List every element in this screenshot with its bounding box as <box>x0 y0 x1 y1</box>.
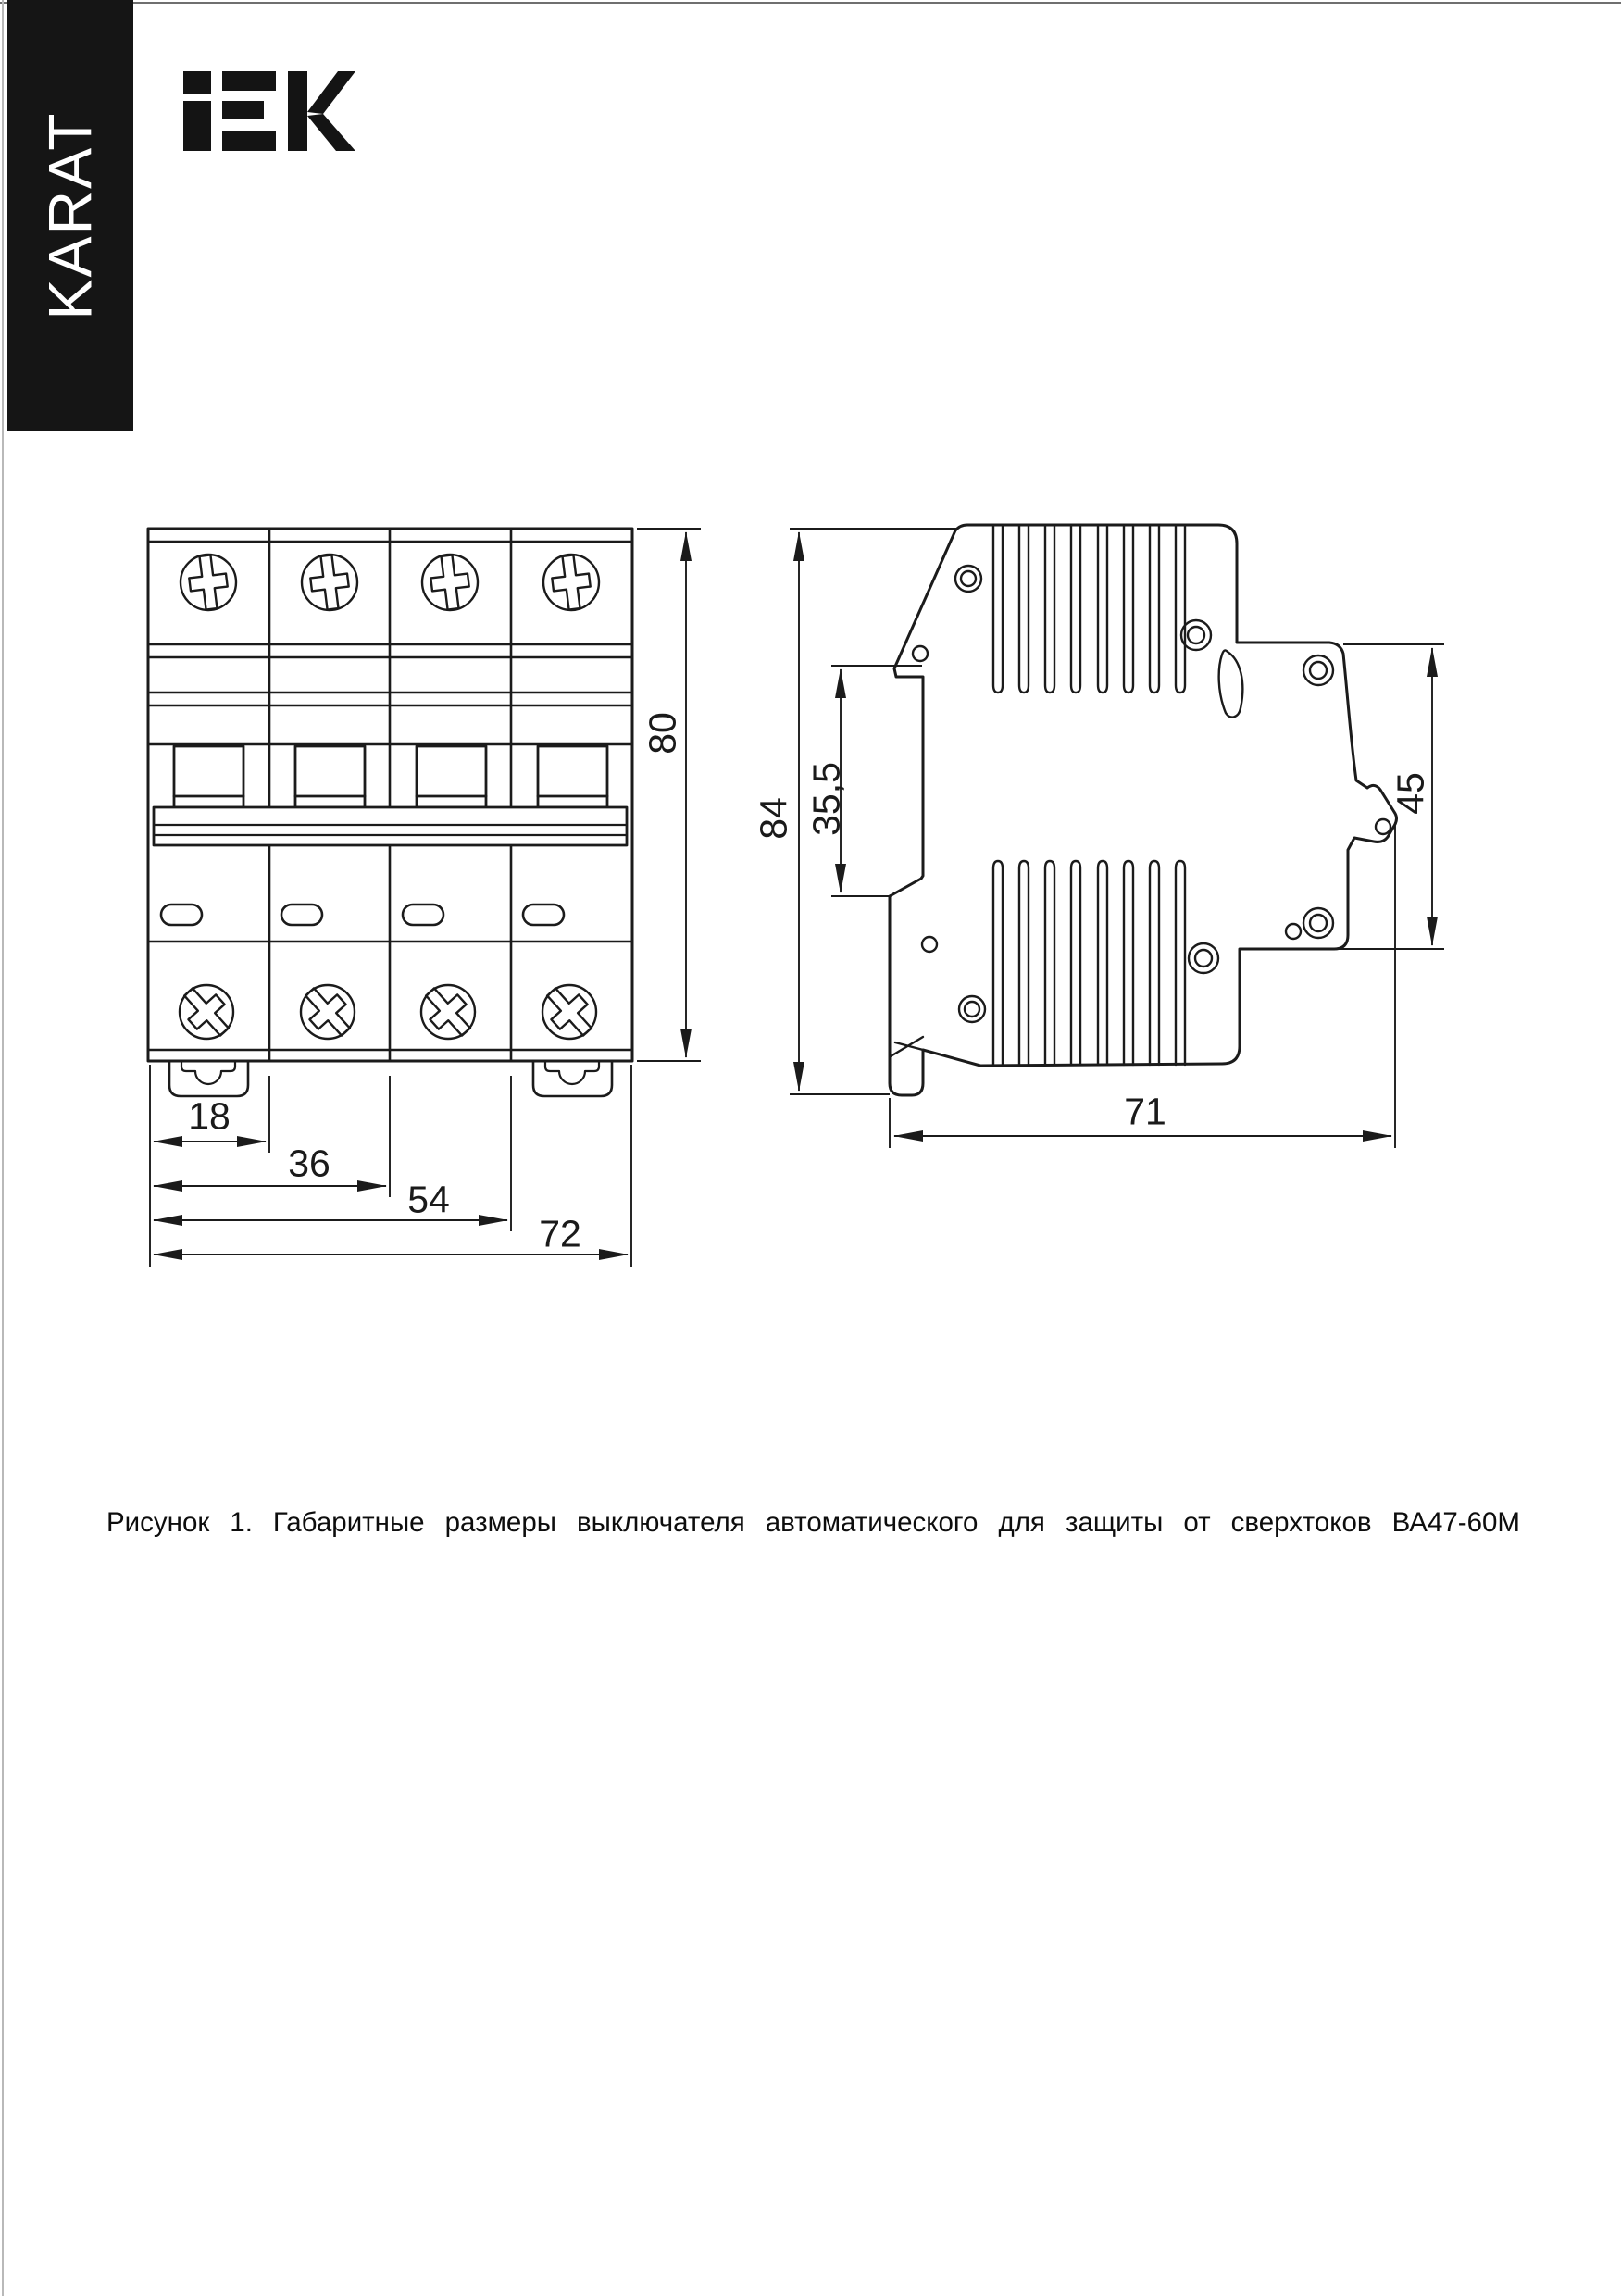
dim-label-84: 84 <box>752 797 795 840</box>
dim-label-80: 80 <box>641 712 684 755</box>
vent-slots <box>993 526 1185 1065</box>
dim-label-45: 45 <box>1389 772 1432 815</box>
din-clip-side-detail <box>891 1037 923 1056</box>
dim-label-72: 72 <box>539 1212 581 1255</box>
curved-slot <box>1219 650 1243 717</box>
figure-caption: Рисунок 1. Габаритные размеры выключателя автоматического для защиты от сверхтоков ВА47-60М <box>106 1507 1520 1538</box>
din-clip-front <box>169 1061 612 1096</box>
dimension-lines <box>150 529 1444 1267</box>
label-windows <box>161 905 564 925</box>
dim-label-36: 36 <box>288 1142 330 1185</box>
brand-banner-text: KARAT <box>36 111 105 320</box>
terminal-screw-bottom-icon <box>175 980 602 1044</box>
rivet-icons <box>913 566 1390 1022</box>
dim-label-71: 71 <box>1124 1090 1166 1133</box>
handle-tie-bar <box>154 807 627 845</box>
side-view <box>890 525 1397 1095</box>
dim-label-18: 18 <box>188 1094 231 1138</box>
module-dividers <box>269 529 511 1061</box>
dim-label-54: 54 <box>407 1178 450 1221</box>
dim-label-35-5: 35,5 <box>804 762 848 836</box>
front-view <box>148 529 632 1096</box>
